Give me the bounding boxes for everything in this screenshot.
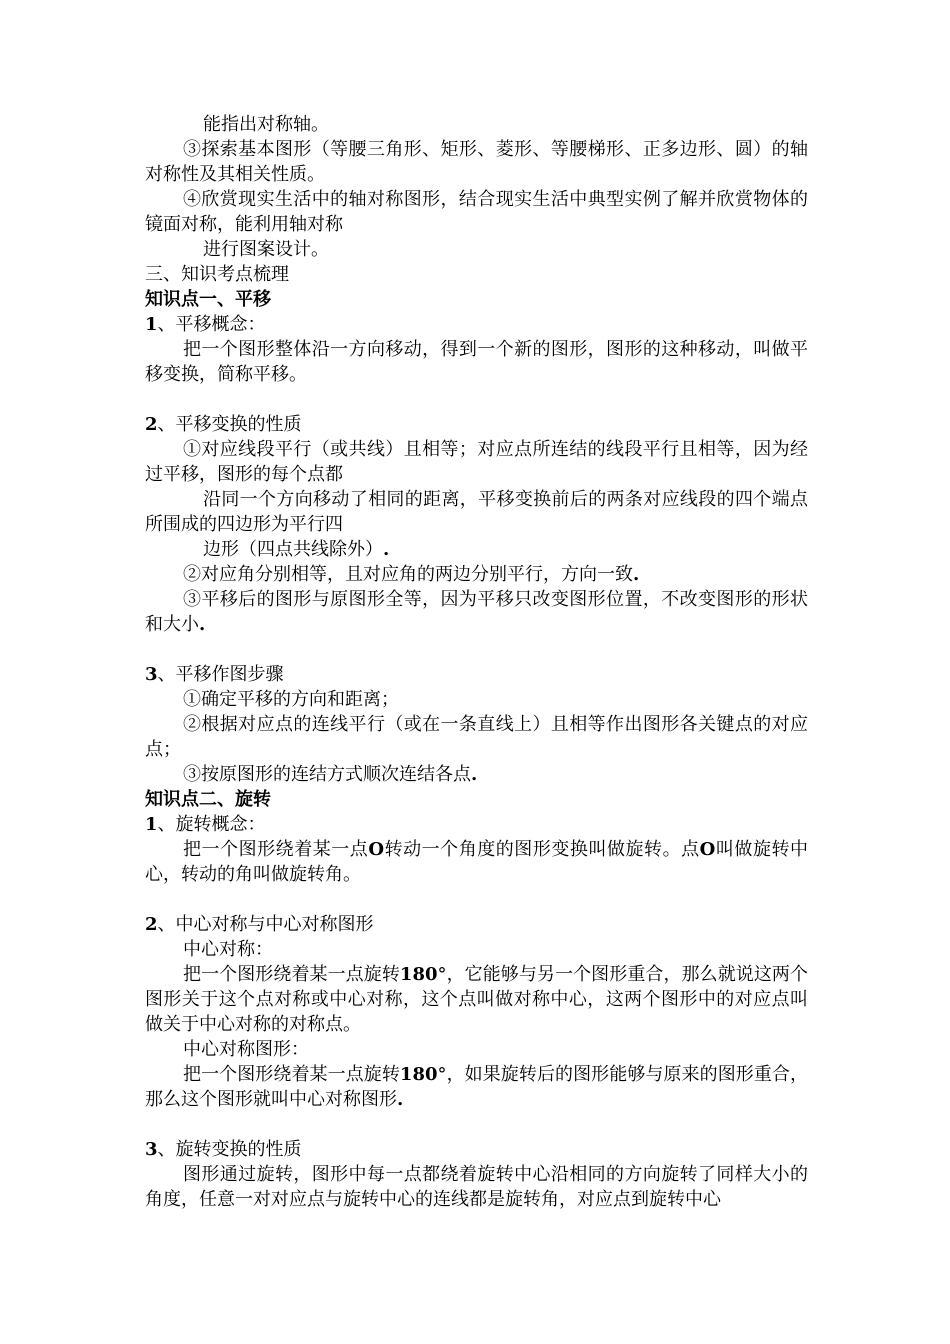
paragraph: 边形（四点共线除外）.	[203, 539, 390, 560]
paragraph: ③平移后的图形与原图形全等，因为平移只改变图形位置，不改变图形的形状和大小.	[145, 589, 808, 635]
paragraph: ①确定平移的方向和距离；	[183, 689, 399, 710]
paragraph: 把一个图形绕着某一点旋转180°，如果旋转后的图形能够与原来的图形重合，那么这个图形就叫中心对称图形.	[145, 1064, 809, 1110]
paragraph: ②根据对应点的连线平行（或在一条直线上）且相等作出图形各关键点的对应点；	[145, 714, 808, 760]
paragraph: ④欣赏现实生活中的轴对称图形，结合现实生活中典型实例了解并欣赏物体的镜面对称，能利用轴对称	[145, 189, 808, 235]
paragraph: 3、平移作图步骤	[145, 664, 284, 685]
blank-line	[145, 887, 808, 912]
paragraph: 把一个图形绕着某一点旋转180°，它能够与另一个图形重合，那么就说这两个图形关于这个点对称或中心对称，这个点叫做对称中心，这两个图形中的对应点叫做关于中心对称的对称点。	[145, 964, 809, 1035]
paragraph: 中心对称：	[183, 939, 273, 960]
blank-line	[145, 387, 808, 412]
paragraph: 进行图案设计。	[203, 239, 329, 260]
blank-line	[145, 1112, 808, 1137]
paragraph: 三、知识考点梳理	[145, 264, 289, 285]
paragraph: ③探索基本图形（等腰三角形、矩形、菱形、等腰梯形、正多边形、圆）的轴对称性及其相关性质。	[145, 139, 808, 185]
paragraph: ③按原图形的连结方式顺次连结各点.	[183, 764, 478, 785]
paragraph: ①对应线段平行（或共线）且相等；对应点所连结的线段平行且相等，因为经过平移，图形的每个点都	[145, 439, 808, 485]
section-heading: 知识点二、旋转	[145, 789, 271, 810]
paragraph: 1、平移概念：	[145, 314, 266, 335]
paragraph: 能指出对称轴。	[203, 114, 329, 135]
paragraph: 中心对称图形：	[183, 1039, 309, 1060]
paragraph: 把一个图形整体沿一方向移动，得到一个新的图形，图形的这种移动，叫做平移变换，简称平移。	[145, 339, 808, 385]
section-heading: 知识点一、平移	[145, 289, 271, 310]
paragraph: 把一个图形绕着某一点O转动一个角度的图形变换叫做旋转。点O叫做旋转中心，转动的角叫做旋转角。	[145, 839, 809, 885]
paragraph: 图形通过旋转，图形中每一点都绕着旋转中心沿相同的方向旋转了同样大小的角度，任意一对对应点与旋转中心的连线都是旋转角，对应点到旋转中心	[145, 1164, 808, 1210]
paragraph: 2、中心对称与中心对称图形	[145, 914, 374, 935]
paragraph: 1、旋转概念：	[145, 814, 266, 835]
paragraph: 3、旋转变换的性质	[145, 1139, 302, 1160]
paragraph: ②对应角分别相等，且对应角的两边分别平行，方向一致.	[183, 564, 640, 585]
blank-line	[145, 637, 808, 662]
paragraph: 沿同一个方向移动了相同的距离，平移变换前后的两条对应线段的四个端点所围成的四边形为平行四	[145, 489, 808, 535]
document-body	[145, 112, 808, 1212]
paragraph: 2、平移变换的性质	[145, 414, 302, 435]
